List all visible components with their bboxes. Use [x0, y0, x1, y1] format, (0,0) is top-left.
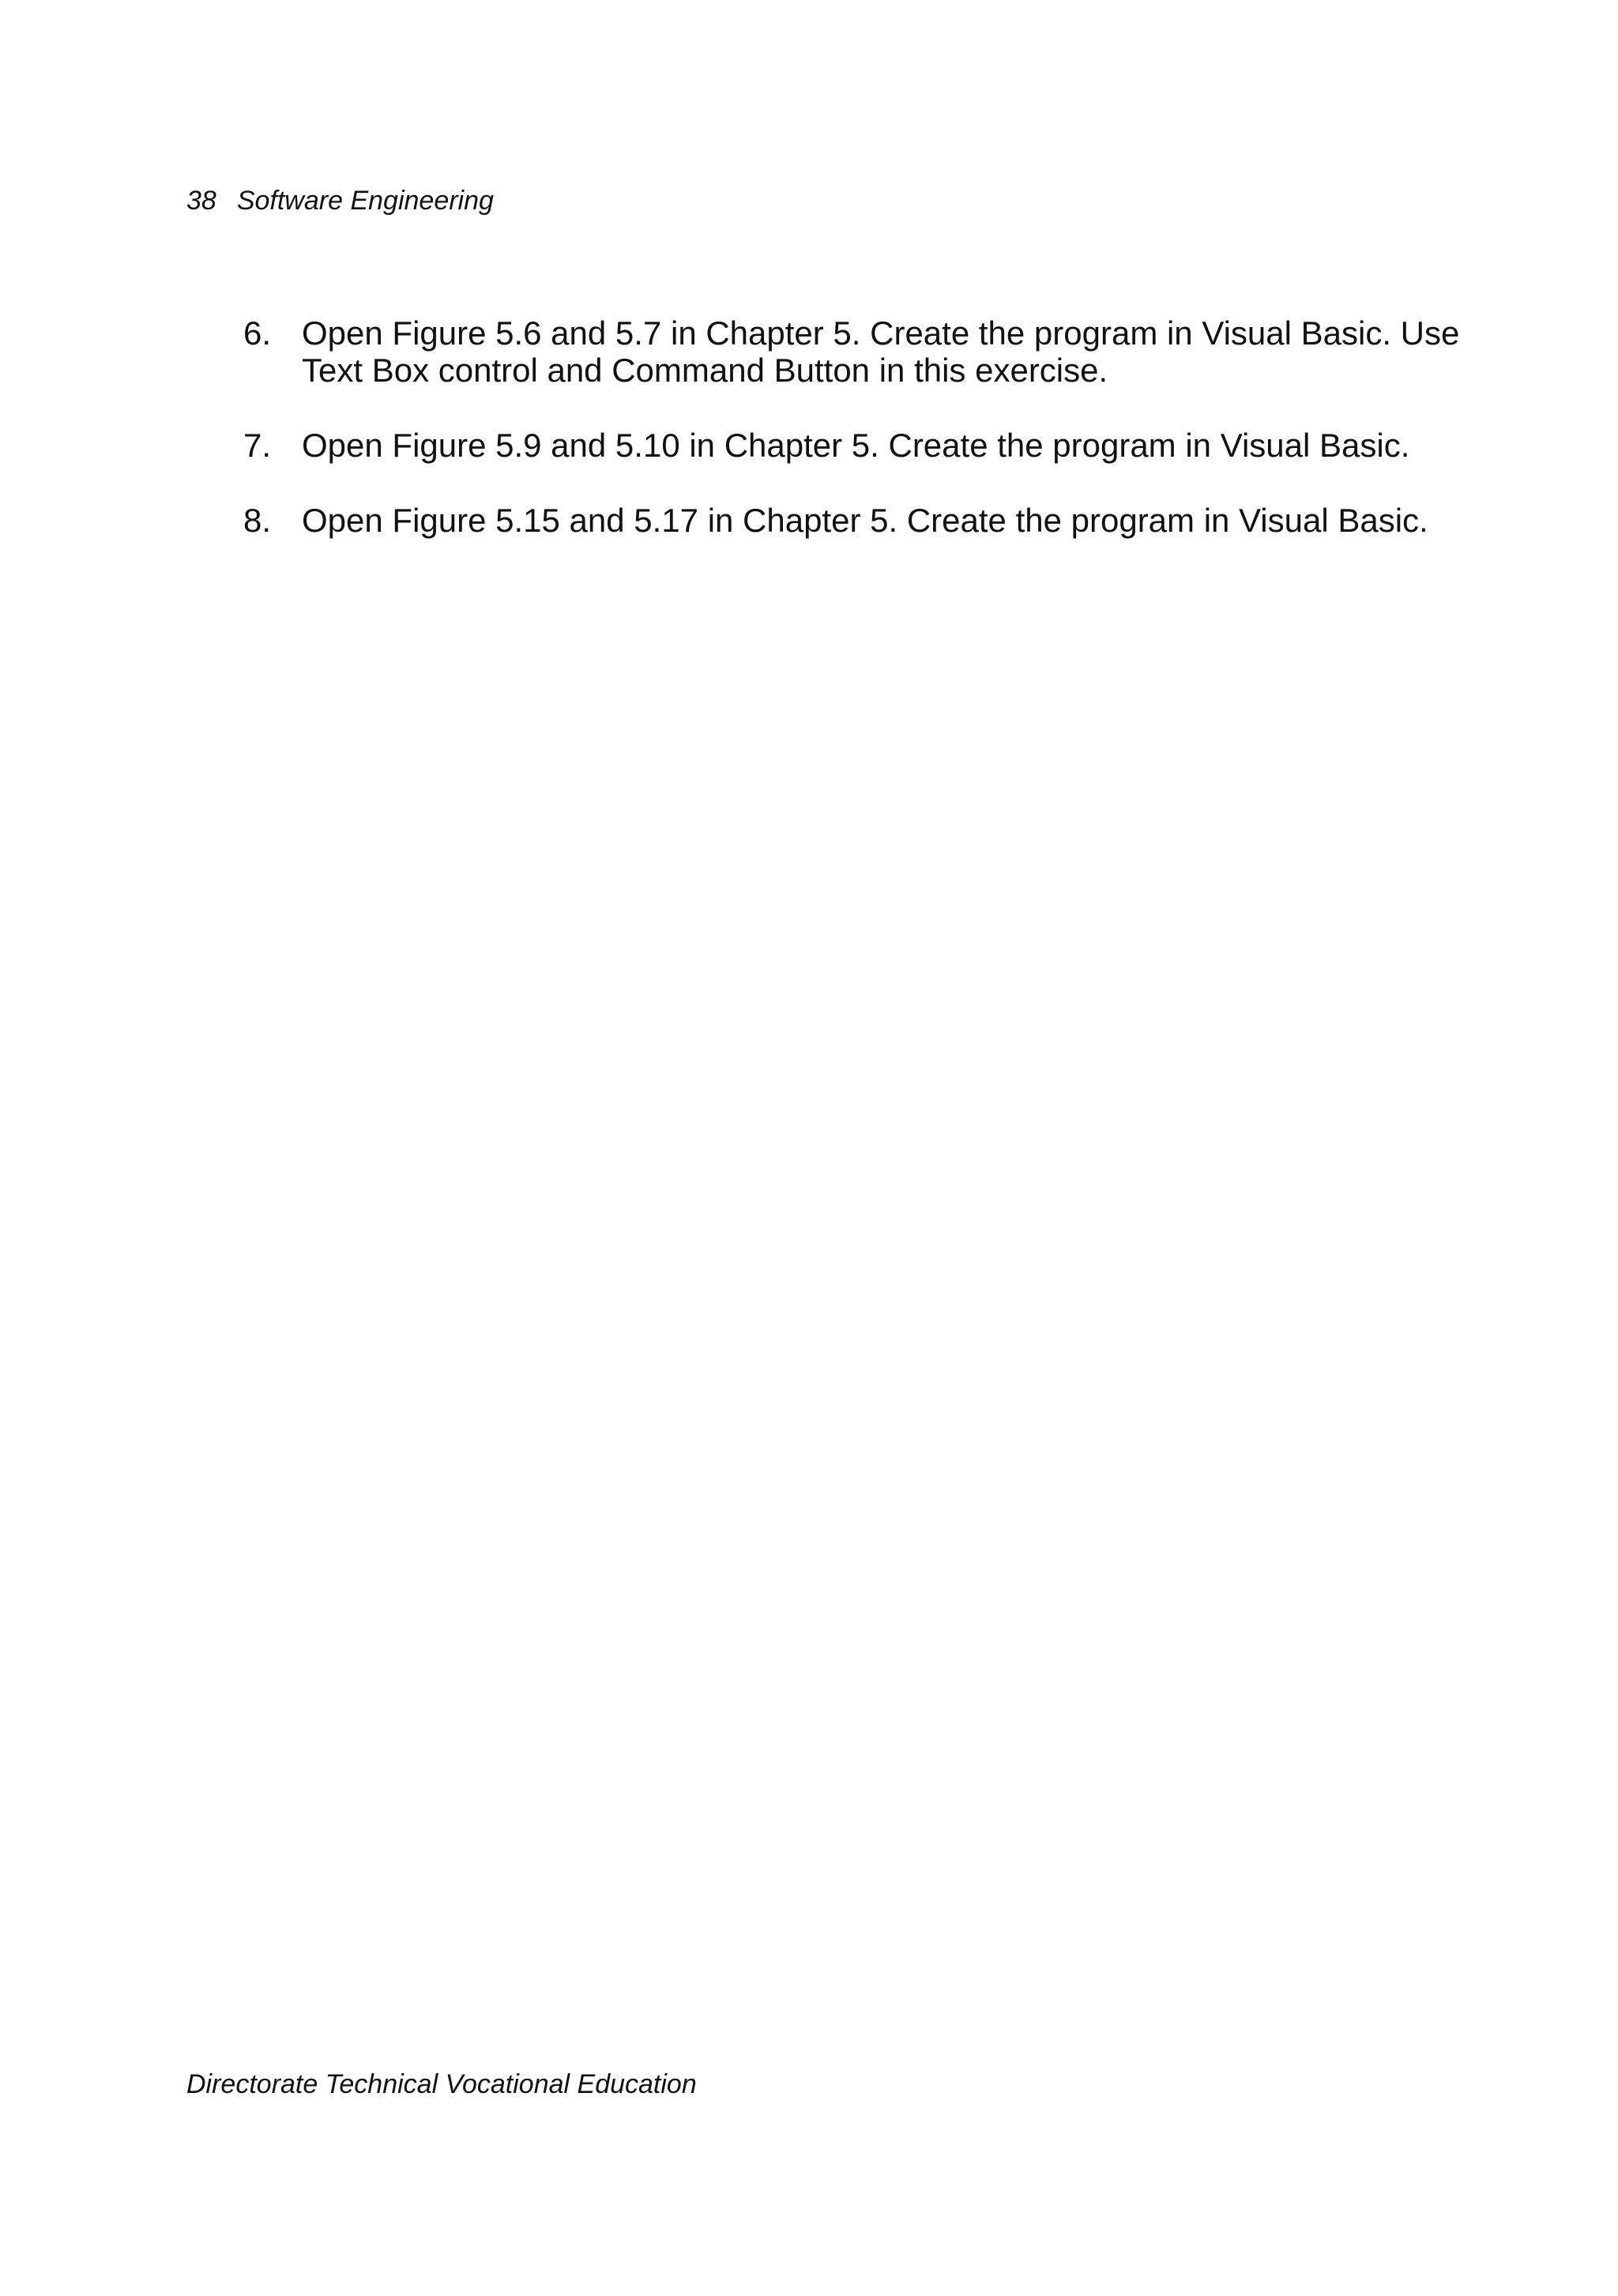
exercise-number: 7.: [243, 427, 272, 464]
exercise-item: [243, 314, 1476, 389]
exercise-item: [243, 427, 1476, 464]
exercise-text: Open Figure 5.15 and 5.17 in Chapter 5. Create the program in Visual Basic.: [302, 502, 1428, 539]
page-number: 38: [186, 186, 216, 216]
book-title: Software Engineering: [236, 186, 494, 216]
running-header: [186, 183, 494, 218]
exercise-text: Open Figure 5.6 and 5.7 in Chapter 5. Create the program in Visual Basic. Use Text Box control and Command Button in this exercise.: [302, 314, 1460, 389]
running-footer: Directorate Technical Vocational Education: [186, 2069, 697, 2099]
exercise-number: 6.: [243, 314, 272, 352]
exercise-item: [243, 502, 1476, 539]
exercise-number: 8.: [243, 502, 272, 539]
exercise-text: Open Figure 5.9 and 5.10 in Chapter 5. Create the program in Visual Basic.: [302, 427, 1410, 464]
exercise-list: [243, 314, 1476, 577]
